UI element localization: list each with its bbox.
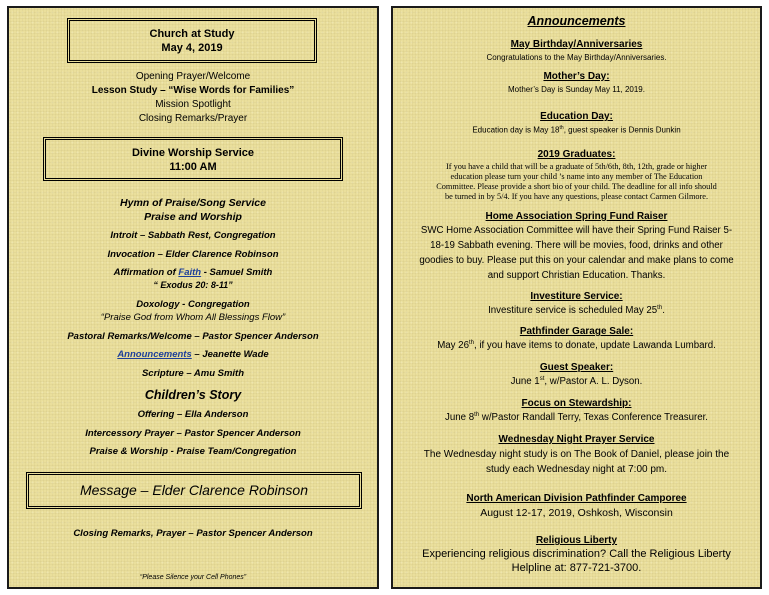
- investiture-text-end: .: [662, 305, 665, 317]
- offering-line: Offering – Ella Anderson: [137, 409, 249, 420]
- fund-raiser-heading: Home Association Spring Fund Raiser: [485, 211, 668, 222]
- stewardship-sup: th: [474, 412, 480, 418]
- mothers-day-heading: Mother’s Day:: [543, 71, 610, 82]
- stewardship-body: [393, 412, 760, 423]
- announcements-title: Announcements: [527, 14, 626, 28]
- education-day-body: [393, 125, 760, 135]
- education-day-sup: th: [559, 125, 564, 131]
- prayer-service-line: study each Wednesday night at 7:00 pm.: [485, 464, 668, 475]
- birthday-heading: May Birthday/Anniversaries: [510, 39, 643, 50]
- investiture-heading: Investiture Service:: [530, 291, 623, 302]
- graduates-line: If you have a child that will be a graduate of 5th/6th, 8th, 12th, grade or higher: [445, 162, 708, 171]
- stewardship-heading: Focus on Stewardship:: [521, 398, 632, 409]
- worship-time: 11:00 AM: [169, 161, 217, 173]
- guest-speaker-sup: st: [539, 376, 545, 382]
- study-item: Closing Remarks/Prayer: [138, 113, 248, 124]
- doxology-line: Doxology - Congregation: [136, 299, 250, 310]
- invocation-line: Invocation – Elder Clarence Robinson: [107, 249, 279, 260]
- stewardship-text-end: w/Pastor Randall Terry, Texas Conference Treasurer.: [479, 412, 708, 424]
- birthday-body: Congratulations to the May Birthday/Anniversaries.: [486, 53, 667, 62]
- announcements-speaker: Jeanette Wade: [202, 349, 269, 360]
- graduates-heading: 2019 Graduates:: [537, 149, 616, 160]
- affirmation-line: [9, 267, 377, 278]
- education-day-heading: Education Day:: [540, 111, 613, 122]
- study-item: Lesson Study – “Wise Words for Families”: [91, 85, 295, 96]
- graduates-line: education please turn your child ’s name into any member of The Education: [450, 172, 703, 181]
- program-panel: [7, 6, 379, 589]
- liberty-line: Helpline at: 877-721-3700.: [511, 562, 642, 574]
- hymn-line: Hymn of Praise/Song Service: [120, 197, 266, 209]
- guest-speaker-text-end: , w/Pastor A. L. Dyson.: [544, 376, 643, 388]
- garage-sale-body: [393, 340, 760, 351]
- graduates-line: Committee. Please provide a short bio of your child. The deadline for all info should: [436, 182, 717, 191]
- doxology-subtitle: “Praise God from Whom All Blessings Flow”: [100, 312, 286, 323]
- footer-note: “Please Silence your Cell Phones”: [139, 574, 247, 581]
- guest-speaker-heading: Guest Speaker:: [539, 362, 614, 373]
- childrens-story-heading: Children’s Story: [144, 388, 242, 402]
- investiture-body: [393, 305, 760, 316]
- praise-line: Praise and Worship: [144, 211, 242, 223]
- investiture-sup: th: [657, 305, 663, 311]
- garage-sale-text: May 26: [437, 340, 469, 352]
- affirmation-label: Affirmation of: [113, 267, 179, 278]
- camporee-heading: North American Division Pathfinder Camporee: [466, 493, 687, 504]
- education-day-text-end: , guest speaker is Dennis Dunkin: [563, 125, 681, 135]
- exodus-line: “ Exodus 20: 8-11”: [153, 280, 233, 290]
- study-date: May 4, 2019: [161, 42, 223, 54]
- worship-header-box: [43, 137, 343, 181]
- guest-speaker-body: [393, 376, 760, 387]
- fund-raiser-line: and support Christian Education. Thanks.: [487, 270, 666, 281]
- scripture-line: Scripture – Amu Smith: [141, 368, 245, 379]
- investiture-text: Investiture service is scheduled May 25: [488, 305, 658, 317]
- prayer-service-line: The Wednesday night study is on The Book of Daniel, please join the: [423, 449, 730, 460]
- affirmation-speaker: - Samuel Smith: [201, 267, 273, 278]
- announcements-link[interactable]: Announcements: [117, 349, 192, 360]
- mothers-day-body: Mother’s Day is Sunday May 11, 2019.: [508, 85, 645, 94]
- stewardship-text: June 8: [445, 412, 475, 424]
- announcements-panel: [391, 6, 762, 589]
- introit-line: Introit – Sabbath Rest, Congregation: [110, 230, 276, 241]
- garage-sale-sup: th: [468, 340, 474, 346]
- fund-raiser-line: 18-19 Sabbath evening. There will be movies, food, drinks and other: [430, 240, 723, 251]
- faith-link[interactable]: Faith: [178, 267, 202, 278]
- liberty-heading: Religious Liberty: [535, 535, 618, 546]
- study-header-box: [67, 18, 317, 63]
- message-text: Message – Elder Clarence Robinson: [79, 482, 308, 498]
- garage-sale-text-end: , if you have items to donate, update Lawanda Lumbard.: [473, 340, 716, 352]
- praise-worship-line: Praise & Worship - Praise Team/Congregation: [89, 446, 297, 457]
- closing-line: Closing Remarks, Prayer – Pastor Spencer Anderson: [73, 528, 313, 539]
- intercessory-line: Intercessory Prayer – Pastor Spencer Anderson: [85, 428, 301, 439]
- announcements-line: [9, 349, 377, 360]
- study-item: Opening Prayer/Welcome: [135, 71, 251, 82]
- pastoral-line: Pastoral Remarks/Welcome – Pastor Spencer Anderson: [67, 331, 319, 342]
- education-day-text: Education day is May 18: [472, 125, 560, 135]
- study-title: Church at Study: [149, 28, 235, 40]
- liberty-line: Experiencing religious discrimination? Call the Religious Liberty: [422, 548, 731, 560]
- graduates-line: be turned in by 5/4. If you have any questions, please contact Carmen Gilmore.: [444, 192, 709, 201]
- worship-title: Divine Worship Service: [131, 147, 255, 159]
- guest-speaker-text: June 1: [510, 376, 540, 388]
- fund-raiser-line: goodies to buy. Please put this on your calendar and make plans to come: [419, 255, 734, 266]
- study-item: Mission Spotlight: [155, 99, 231, 110]
- camporee-body: August 12-17, 2019, Oshkosh, Wisconsin: [480, 507, 673, 519]
- fund-raiser-line: SWC Home Association Committee will have their Spring Fund Raiser 5-: [420, 225, 733, 236]
- announcements-sep: –: [191, 349, 203, 360]
- message-box: [26, 472, 362, 509]
- garage-sale-heading: Pathfinder Garage Sale:: [519, 326, 634, 337]
- prayer-service-heading: Wednesday Night Prayer Service: [498, 434, 655, 445]
